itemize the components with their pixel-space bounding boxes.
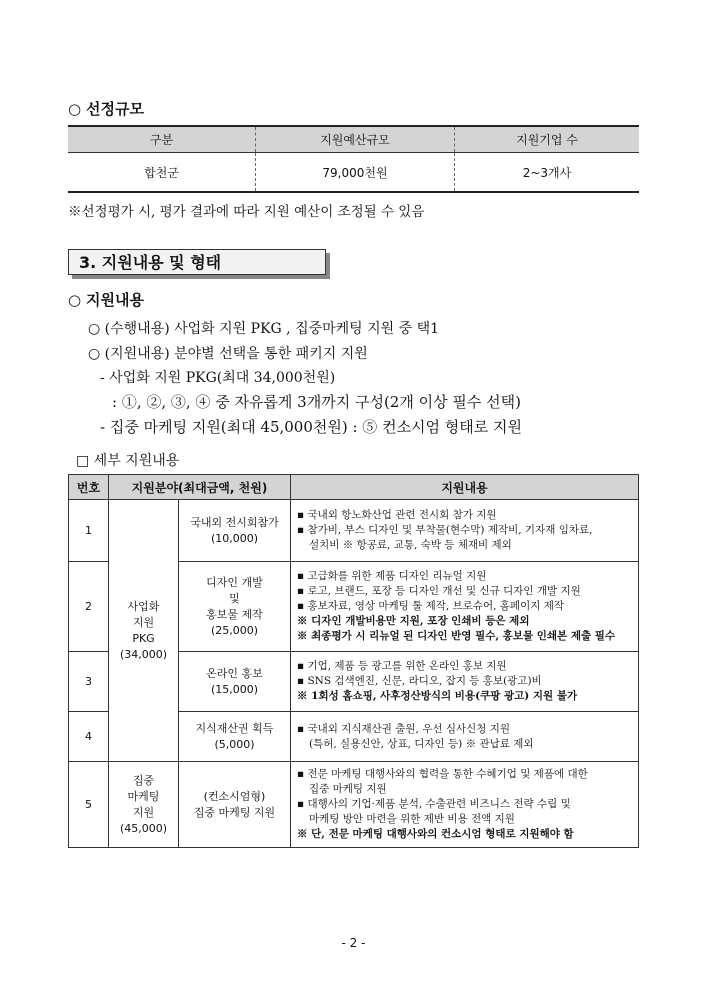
field-cell: 디자인 개발 및 홍보물 제작 (25,000) xyxy=(179,562,291,652)
page-number: - 2 - xyxy=(341,936,366,950)
field-cell: 국내외 전시회참가 (10,000) xyxy=(179,500,291,562)
selection-note: ※선정평가 시, 평가 결과에 따라 지원 예산이 조정될 수 있음 xyxy=(68,204,425,220)
content-cell: ▪ 전문 마케팅 대행사와의 협력을 통한 수혜기업 및 제품에 대한 집중 마케팅 지원 ▪ 대행사의 기업·제품 분석, 수출관련 비즈니스 전략 수립 및 마케팅 방안 마련을 위한 제반 비용 전액 지원 ※ 단, 전문 마케팅 대행사와의 컨소시엄 형태로 지원해야 함 xyxy=(291,762,639,848)
selection-heading: ○ 선정규모 xyxy=(68,100,144,118)
row-number: 2 xyxy=(69,562,109,652)
selection-scale-table xyxy=(68,125,639,193)
row-number: 3 xyxy=(69,652,109,712)
header-no: 번호 xyxy=(69,475,109,500)
header-category: 구분 xyxy=(68,126,256,153)
header-content: 지원내용 xyxy=(291,475,639,500)
cell-company-count: 2~3개사 xyxy=(455,153,640,193)
detail-heading: □ 세부 지원내용 xyxy=(76,453,180,469)
support-content-heading: ○ 지원내용 xyxy=(68,291,144,309)
execution-content-line: ○ (수행내용) 사업화 지원 PKG , 집중마케팅 지원 중 택1 xyxy=(88,321,440,337)
row-number: 5 xyxy=(69,762,109,848)
row-number: 4 xyxy=(69,712,109,762)
field-cell: (컨소시엄형) 집중 마케팅 지원 xyxy=(179,762,291,848)
header-budget: 지원예산규모 xyxy=(256,126,455,153)
pkg-support-line: - 사업화 지원 PKG(최대 34,000천원) xyxy=(100,370,336,386)
circle-bullet-icon: ○ xyxy=(68,100,82,118)
content-cell: ▪ 국내외 항노화산업 관련 전시회 참가 지원 ▪ 참가비, 부스 디자인 및 부착물(현수막) 제작비, 기자재 임차료, 설치비 ※ 항공료, 교통, 숙박 등 체재비 제외 xyxy=(291,500,639,562)
row-number: 1 xyxy=(69,500,109,562)
field-cell: 지식재산권 획득 (5,000) xyxy=(179,712,291,762)
field-cell: 온라인 홍보 (15,000) xyxy=(179,652,291,712)
header-field: 지원분야(최대금액, 천원) xyxy=(109,475,291,500)
table-row xyxy=(69,500,639,562)
table-row xyxy=(69,762,639,848)
content-cell: ▪ 고급화를 위한 제품 디자인 리뉴얼 지원 ▪ 로고, 브랜드, 포장 등 디자인 개선 및 신규 디자인 개발 지원 ▪ 홍보자료, 영상 마케팅 툴 제작, 브로슈어, 홈페이지 제작 ※ 디자인 개발비용만 지원, 포장 인쇄비 등은 제외 ※ 최종평가 시 리뉴얼 된 디자인 반영 필수, 홍보물 인쇄본 제출 필수 xyxy=(291,562,639,652)
cell-budget: 79,000천원 xyxy=(256,153,455,193)
section-title: 3. 지원내용 및 형태 xyxy=(79,253,222,272)
cell-region: 합천군 xyxy=(68,153,256,193)
pkg-composition-line: : ①, ②, ③, ④ 중 자유롭게 3개까지 구성(2개 이상 필수 선택) xyxy=(112,393,521,411)
circle-bullet-icon: ○ xyxy=(68,291,82,309)
support-content-line: ○ (지원내용) 분야별 선택을 통한 패키지 지원 xyxy=(88,346,368,362)
detail-support-table xyxy=(68,474,639,848)
group-pkg-cell: 사업화 지원 PKG (34,000) xyxy=(109,500,179,762)
group-focus-cell: 집중 마케팅 지원 (45,000) xyxy=(109,762,179,848)
content-cell: ▪ 국내외 지식재산권 출원, 우선 심사신청 지원 (특허, 실용신안, 상표, 디자인 등) ※ 관납료 제외 xyxy=(291,712,639,762)
content-cell: ▪ 기업, 제품 등 광고를 위한 온라인 홍보 지원 ▪ SNS 검색엔진, 신문, 라디오, 잡지 등 홍보(광고)비 ※ 1회성 홈쇼핑, 사후정산방식의 비용(쿠팡 광고) 지원 불가 xyxy=(291,652,639,712)
header-company-count: 지원기업 수 xyxy=(455,126,640,153)
focus-marketing-line: - 집중 마케팅 지원(최대 45,000천원) : ⑤ 컨소시엄 형태로 지원 xyxy=(100,418,523,436)
section-title-box xyxy=(68,249,326,275)
